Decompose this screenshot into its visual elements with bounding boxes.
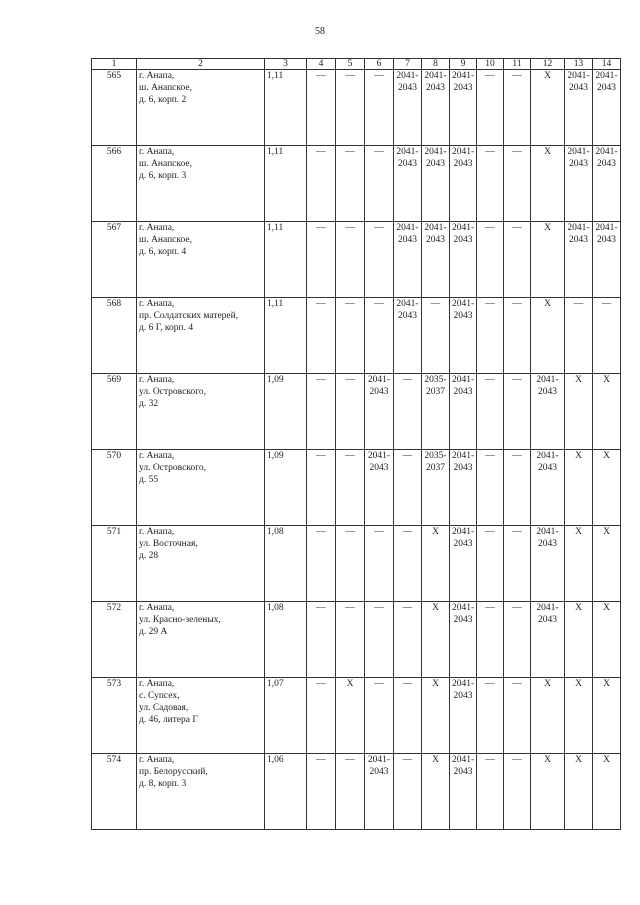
period-cell: Х [593,374,621,450]
period-cell: 2041-2043 [450,222,477,298]
period-cell: — [336,374,365,450]
period-cell: 2041-2043 [450,754,477,830]
coefficient-cell: 1,06 [265,754,307,830]
period-cell: — [336,602,365,678]
period-cell: — [565,298,593,374]
column-header: 12 [531,59,565,70]
row-number: 567 [92,222,137,298]
period-cell: — [307,450,336,526]
address-line: д. 6 Г, корп. 4 [139,323,194,333]
period-cell: 2041-2043 [422,70,450,146]
address-cell [137,602,265,678]
address-line: г. Анапа, [139,299,175,309]
period-cell: — [394,678,422,754]
period-cell: Х [422,678,450,754]
period-cell: — [307,526,336,602]
column-header: 10 [477,59,504,70]
register-table [91,58,621,830]
period-cell: — [477,678,504,754]
period-cell: 2041-2043 [565,222,593,298]
row-number: 568 [92,298,137,374]
column-header: 2 [137,59,265,70]
table-row [92,70,621,146]
period-cell: — [394,602,422,678]
period-cell: 2041-2043 [450,678,477,754]
address-cell [137,450,265,526]
period-cell: Х [422,754,450,830]
period-cell: Х [531,298,565,374]
period-cell: Х [531,754,565,830]
period-cell: 2041-2043 [593,70,621,146]
period-cell: 2041-2043 [365,450,394,526]
period-cell: — [365,678,394,754]
period-cell: — [365,298,394,374]
table-row [92,222,621,298]
address-line: ул. Красно-зеленых, [139,615,221,625]
coefficient-cell: 1,11 [265,222,307,298]
period-cell: — [477,298,504,374]
address-line: д. 46, литера Г [139,715,198,725]
address-line: г. Анапа, [139,375,175,385]
period-cell: 2041-2043 [450,450,477,526]
table-row [92,526,621,602]
period-cell: — [422,298,450,374]
column-header: 14 [593,59,621,70]
period-cell: Х [565,374,593,450]
period-cell: — [477,374,504,450]
address-line: д. 29 А [139,627,168,637]
period-cell: — [504,450,531,526]
period-cell: — [365,70,394,146]
period-cell: — [336,222,365,298]
row-number: 574 [92,754,137,830]
period-cell: 2041-2043 [422,146,450,222]
period-cell: — [504,602,531,678]
column-header: 9 [450,59,477,70]
period-cell: — [477,70,504,146]
coefficient-cell: 1,08 [265,526,307,602]
address-line: ш. Анапское, [139,235,192,245]
period-cell: — [477,222,504,298]
period-cell: — [307,678,336,754]
table-row [92,374,621,450]
address-line: г. Анапа, [139,147,175,157]
column-header: 7 [394,59,422,70]
period-cell: — [307,222,336,298]
period-cell: — [336,526,365,602]
address-line: г. Анапа, [139,527,175,537]
column-header: 5 [336,59,365,70]
period-cell: — [307,602,336,678]
period-cell: 2041-2043 [531,602,565,678]
period-cell: Х [531,70,565,146]
address-line: д. 28 [139,551,159,561]
period-cell: Х [565,450,593,526]
period-cell: Х [422,602,450,678]
period-cell: — [365,222,394,298]
period-cell: 2041-2043 [593,222,621,298]
period-cell: — [593,298,621,374]
period-cell: — [336,298,365,374]
period-cell: — [336,70,365,146]
period-cell: 2041-2043 [450,146,477,222]
table-row [92,602,621,678]
period-cell: — [477,526,504,602]
period-cell: 2041-2043 [394,146,422,222]
period-cell: 2035-2037 [422,450,450,526]
table-row [92,754,621,830]
period-cell: Х [565,754,593,830]
address-cell [137,678,265,754]
address-line: д. 32 [139,399,159,409]
period-cell: Х [593,450,621,526]
period-cell: Х [565,678,593,754]
period-cell: 2041-2043 [422,222,450,298]
column-header: 1 [92,59,137,70]
table-row [92,146,621,222]
period-cell: — [394,374,422,450]
address-line: ш. Анапское, [139,83,192,93]
address-line: ул. Островского, [139,463,206,473]
period-cell: 2041-2043 [450,602,477,678]
table-row [92,298,621,374]
period-cell: — [504,146,531,222]
row-number: 569 [92,374,137,450]
address-line: г. Анапа, [139,679,175,689]
period-cell: — [504,298,531,374]
period-cell: — [477,602,504,678]
period-cell: — [336,450,365,526]
period-cell: — [365,526,394,602]
period-cell: — [336,754,365,830]
period-cell: 2041-2043 [394,298,422,374]
period-cell: Х [531,678,565,754]
coefficient-cell: 1,11 [265,146,307,222]
address-line: д. 55 [139,475,159,485]
address-line: пр. Солдатских матерей, [139,311,239,321]
period-cell: — [504,222,531,298]
period-cell: 2041-2043 [394,222,422,298]
address-line: ул. Островского, [139,387,206,397]
period-cell: Х [593,754,621,830]
table-row [92,450,621,526]
period-cell: — [504,374,531,450]
address-cell [137,374,265,450]
column-header: 3 [265,59,307,70]
period-cell: — [307,70,336,146]
period-cell: Х [531,222,565,298]
address-cell [137,146,265,222]
address-line: г. Анапа, [139,603,175,613]
address-cell [137,222,265,298]
period-cell: — [477,450,504,526]
period-cell: Х [565,602,593,678]
period-cell: Х [593,678,621,754]
coefficient-cell: 1,09 [265,374,307,450]
address-line: д. 8, корп. 3 [139,779,187,789]
period-cell: 2041-2043 [365,754,394,830]
period-cell: — [394,526,422,602]
address-cell [137,70,265,146]
period-cell: Х [593,526,621,602]
coefficient-cell: 1,08 [265,602,307,678]
coefficient-cell: 1,07 [265,678,307,754]
address-line: г. Анапа, [139,223,175,233]
period-cell: 2041-2043 [531,374,565,450]
address-line: с. Супсех, [139,691,180,701]
period-cell: — [504,678,531,754]
period-cell: — [336,146,365,222]
period-cell: Х [422,526,450,602]
coefficient-cell: 1,11 [265,298,307,374]
address-cell [137,754,265,830]
address-line: ул. Садовая, [139,703,189,713]
page-number: 58 [315,26,325,37]
period-cell: Х [531,146,565,222]
period-cell: 2041-2043 [450,526,477,602]
column-header: 6 [365,59,394,70]
address-line: д. 6, корп. 2 [139,95,187,105]
column-header: 11 [504,59,531,70]
row-number: 570 [92,450,137,526]
period-cell: 2041-2043 [531,526,565,602]
address-cell [137,298,265,374]
row-number: 572 [92,602,137,678]
row-number: 565 [92,70,137,146]
period-cell: 2041-2043 [450,70,477,146]
table-row [92,678,621,754]
column-number-row [92,59,621,70]
address-line: г. Анапа, [139,71,175,81]
address-line: г. Анапа, [139,451,175,461]
period-cell: 2041-2043 [450,374,477,450]
period-cell: — [394,754,422,830]
period-cell: 2041-2043 [531,450,565,526]
period-cell: — [307,754,336,830]
column-header: 13 [565,59,593,70]
period-cell: Х [565,526,593,602]
period-cell: Х [593,602,621,678]
row-number: 566 [92,146,137,222]
address-line: ш. Анапское, [139,159,192,169]
period-cell: 2041-2043 [450,298,477,374]
period-cell: — [307,146,336,222]
table-body [92,70,621,830]
period-cell: 2041-2043 [593,146,621,222]
row-number: 571 [92,526,137,602]
coefficient-cell: 1,11 [265,70,307,146]
period-cell: Х [336,678,365,754]
address-line: г. Анапа, [139,755,175,765]
address-line: пр. Белорусский, [139,767,208,777]
address-line: д. 6, корп. 4 [139,247,187,257]
period-cell: 2041-2043 [394,70,422,146]
row-number: 573 [92,678,137,754]
period-cell: 2041-2043 [365,374,394,450]
address-line: ул. Восточная, [139,539,198,549]
period-cell: — [477,754,504,830]
column-header: 8 [422,59,450,70]
period-cell: — [504,526,531,602]
period-cell: — [307,298,336,374]
period-cell: 2041-2043 [565,146,593,222]
period-cell: — [365,602,394,678]
address-cell [137,526,265,602]
period-cell: — [504,754,531,830]
column-header: 4 [307,59,336,70]
period-cell: 2035-2037 [422,374,450,450]
period-cell: 2041-2043 [565,70,593,146]
address-line: д. 6, корп. 3 [139,171,187,181]
period-cell: — [394,450,422,526]
period-cell: — [365,146,394,222]
period-cell: — [504,70,531,146]
coefficient-cell: 1,09 [265,450,307,526]
period-cell: — [477,146,504,222]
period-cell: — [307,374,336,450]
